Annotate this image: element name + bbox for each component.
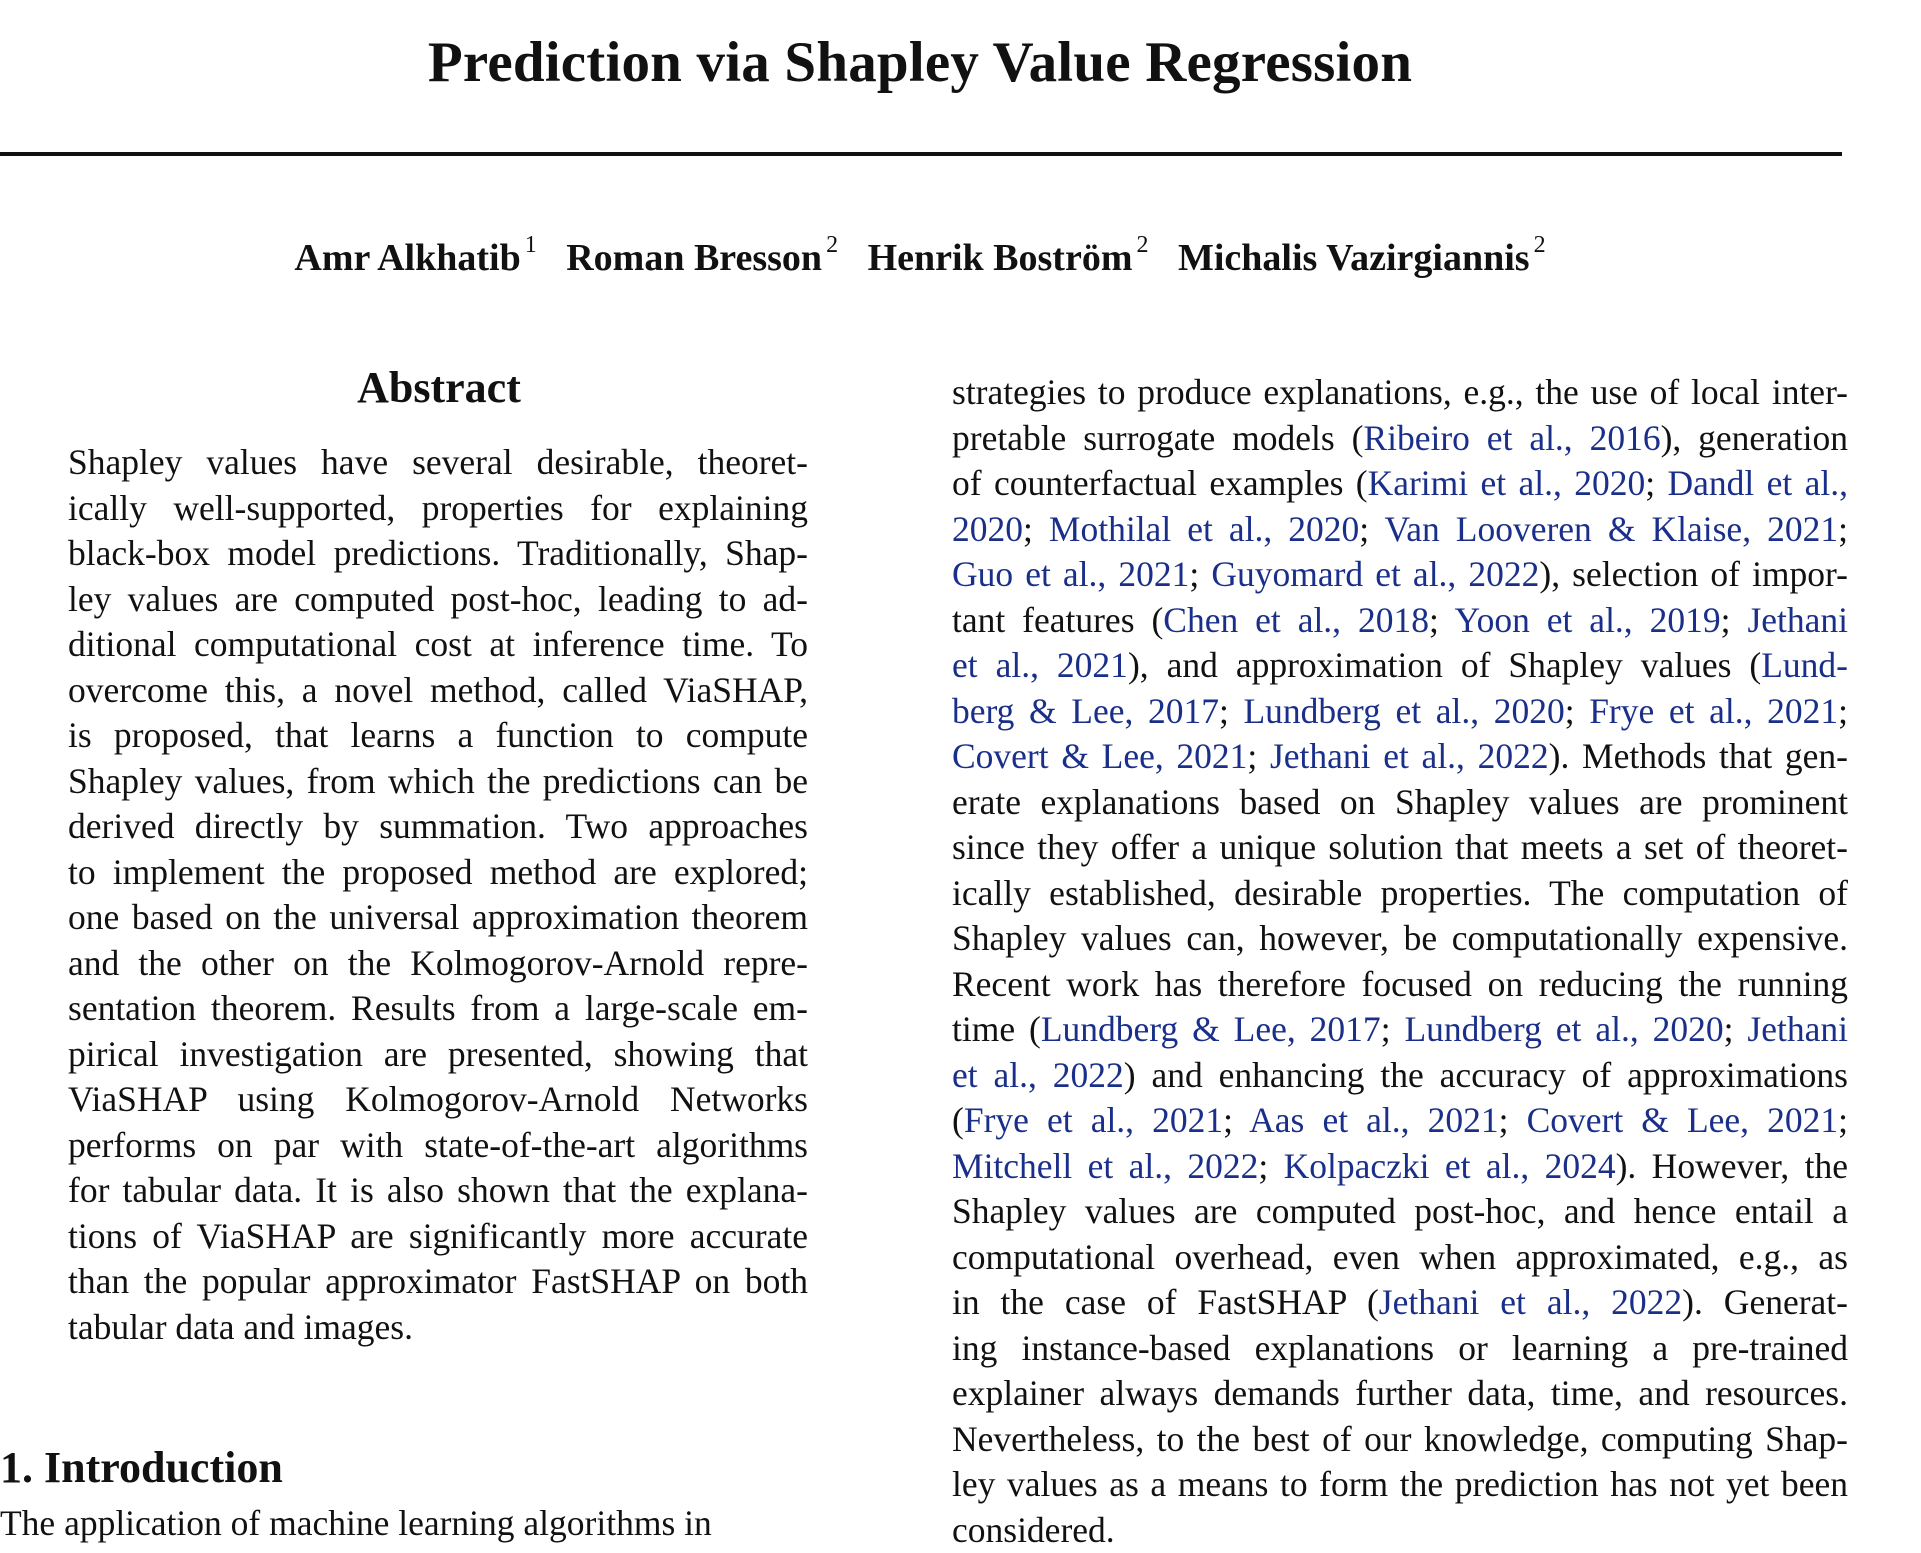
body-line xyxy=(952,1235,1848,1281)
body-text: tant features ( xyxy=(952,600,1163,640)
abstract-line: tabular data and images. xyxy=(68,1305,808,1351)
abstract-line: and the other on the Kolmogorov-Arnold repre- xyxy=(68,941,808,987)
author-affiliation: 2 xyxy=(1137,232,1149,258)
author-name: Michalis Vazirgiannis xyxy=(1178,237,1530,279)
title-rule xyxy=(0,152,1842,156)
body-text: Shapley values can, however, be computationally expensive. xyxy=(952,918,1848,958)
body-text: ; xyxy=(1359,509,1384,549)
citation-link[interactable]: berg & Lee, 2017 xyxy=(952,691,1219,731)
author xyxy=(566,237,838,279)
body-text: pretable surrogate models ( xyxy=(952,418,1363,458)
body-text: ). Methods that gen- xyxy=(1549,736,1848,776)
body-line xyxy=(952,916,1848,962)
body-text: ( xyxy=(952,1100,964,1140)
body-line xyxy=(952,1007,1848,1053)
body-line xyxy=(952,1371,1848,1417)
body-line xyxy=(952,1508,1848,1553)
body-text: Shapley values are computed post-hoc, and hence entail a xyxy=(952,1191,1848,1231)
abstract-line: pirical investigation are presented, showing that xyxy=(68,1032,808,1078)
body-text: strategies to produce explanations, e.g., the use of local inter- xyxy=(952,372,1848,412)
abstract-line: derived directly by summation. Two approaches xyxy=(68,804,808,850)
body-text: Nevertheless, to the best of our knowledge, computing Shap- xyxy=(952,1419,1848,1459)
citation-link[interactable]: Frye et al., 2021 xyxy=(1589,691,1838,731)
body-line xyxy=(952,1053,1848,1099)
body-text: ; xyxy=(1219,691,1243,731)
citation-link[interactable]: Aas et al., 2021 xyxy=(1249,1100,1498,1140)
citation-link[interactable]: et al., 2021 xyxy=(952,645,1128,685)
body-text: of counterfactual examples ( xyxy=(952,463,1368,503)
body-text: explainer always demands further data, time, and resources. xyxy=(952,1373,1848,1413)
citation-link[interactable]: Yoon et al., 2019 xyxy=(1454,600,1720,640)
citation-link[interactable]: Guyomard et al., 2022 xyxy=(1211,554,1539,594)
abstract-line: than the popular approximator FastSHAP on both xyxy=(68,1259,808,1305)
intro-first-line: The application of machine learning algorithms in xyxy=(0,1502,712,1544)
body-line xyxy=(952,871,1848,917)
author-name: Henrik Boström xyxy=(868,237,1133,279)
body-line xyxy=(952,734,1848,780)
body-line xyxy=(952,552,1848,598)
body-text: ; xyxy=(1189,554,1211,594)
citation-link[interactable]: Jethani xyxy=(1747,1009,1848,1049)
paper-title: Prediction via Shapley Value Regression xyxy=(0,30,1840,95)
citation-link[interactable]: Lundberg & Lee, 2017 xyxy=(1041,1009,1381,1049)
body-text: ; xyxy=(1258,1146,1283,1186)
abstract-line: tions of ViaSHAP are significantly more accurate xyxy=(68,1214,808,1260)
body-text: considered. xyxy=(952,1510,1115,1550)
body-text: ). Generat- xyxy=(1682,1282,1848,1322)
abstract-line: is proposed, that learns a function to compute xyxy=(68,713,808,759)
body-text: ). However, the xyxy=(1616,1146,1848,1186)
author xyxy=(1178,237,1546,279)
body-text: ; xyxy=(1381,1009,1405,1049)
citation-link[interactable]: Lundberg et al., 2020 xyxy=(1243,691,1564,731)
abstract-line: sentation theorem. Results from a large-scale em- xyxy=(68,986,808,1032)
body-text: ; xyxy=(1838,691,1848,731)
abstract-line: Shapley values have several desirable, theoret- xyxy=(68,440,808,486)
citation-link[interactable]: Dandl et al., xyxy=(1668,463,1849,503)
body-line xyxy=(952,370,1848,416)
body-line xyxy=(952,1280,1848,1326)
body-line xyxy=(952,962,1848,1008)
body-text: ; xyxy=(1838,1100,1848,1140)
citation-link[interactable]: Kolpaczki et al., 2024 xyxy=(1284,1146,1616,1186)
body-text: ; xyxy=(1721,600,1748,640)
abstract-line: for tabular data. It is also shown that the explana- xyxy=(68,1168,808,1214)
citation-link[interactable]: Karimi et al., 2020 xyxy=(1368,463,1646,503)
author xyxy=(868,237,1149,279)
body-line xyxy=(952,1462,1848,1508)
abstract-line: overcome this, a novel method, called ViaSHAP, xyxy=(68,668,808,714)
author xyxy=(294,237,536,279)
body-text: ), generation xyxy=(1661,418,1848,458)
body-text: ; xyxy=(1023,509,1049,549)
body-text: ; xyxy=(1247,736,1270,776)
abstract-line: black-box model predictions. Traditionally, Shap- xyxy=(68,531,808,577)
abstract-body xyxy=(68,440,808,1350)
body-line xyxy=(952,689,1848,735)
citation-link[interactable]: Chen et al., 2018 xyxy=(1163,600,1429,640)
citation-link[interactable]: Jethani xyxy=(1747,600,1848,640)
citation-link[interactable]: Mitchell et al., 2022 xyxy=(952,1146,1258,1186)
body-text: ; xyxy=(1429,600,1454,640)
abstract-line: performs on par with state-of-the-art algorithms xyxy=(68,1123,808,1169)
citation-link[interactable]: Van Looveren & Klaise, 2021 xyxy=(1385,509,1839,549)
citation-link[interactable]: 2020 xyxy=(952,509,1023,549)
citation-link[interactable]: Covert & Lee, 2021 xyxy=(952,736,1247,776)
body-line xyxy=(952,825,1848,871)
citation-link[interactable]: Guo et al., 2021 xyxy=(952,554,1189,594)
body-text: ), selection of impor- xyxy=(1539,554,1848,594)
body-line xyxy=(952,1417,1848,1463)
abstract-heading: Abstract xyxy=(0,362,878,413)
abstract-line: one based on the universal approximation theorem xyxy=(68,895,808,941)
abstract-line: ically well-supported, properties for explaining xyxy=(68,486,808,532)
body-text: ), and approximation of Shapley values ( xyxy=(1128,645,1761,685)
citation-link[interactable]: Mothilal et al., 2020 xyxy=(1049,509,1359,549)
body-text: ; xyxy=(1838,509,1848,549)
body-text: Recent work has therefore focused on reducing the running xyxy=(952,964,1848,1004)
citation-link[interactable]: Lund- xyxy=(1761,645,1848,685)
abstract-line: Shapley values, from which the predictions can be xyxy=(68,759,808,805)
body-text: erate explanations based on Shapley values are prominent xyxy=(952,782,1848,822)
citation-link[interactable]: et al., 2022 xyxy=(952,1055,1124,1095)
body-line xyxy=(952,1144,1848,1190)
body-text: ; xyxy=(1724,1009,1748,1049)
citation-link[interactable]: Frye et al., 2021 xyxy=(964,1100,1223,1140)
body-line xyxy=(952,780,1848,826)
body-line xyxy=(952,461,1848,507)
body-line xyxy=(952,1098,1848,1144)
author-affiliation: 1 xyxy=(525,232,537,258)
author-name: Roman Bresson xyxy=(566,237,822,279)
right-column-body xyxy=(952,370,1848,1553)
body-text: since they offer a unique solution that meets a set of theoret- xyxy=(952,827,1848,867)
body-text: computational overhead, even when approximated, e.g., as xyxy=(952,1237,1848,1277)
body-text: ; xyxy=(1223,1100,1249,1140)
abstract-line: ditional computational cost at inference time. To xyxy=(68,622,808,668)
body-line xyxy=(952,643,1848,689)
body-line xyxy=(952,598,1848,644)
body-text: ing instance-based explanations or learning a pre-trained xyxy=(952,1328,1848,1368)
citation-link[interactable]: Lundberg et al., 2020 xyxy=(1404,1009,1723,1049)
body-text: ; xyxy=(1499,1100,1527,1140)
body-line xyxy=(952,507,1848,553)
abstract-line: to implement the proposed method are explored; xyxy=(68,850,808,896)
citation-link[interactable]: Ribeiro et al., 2016 xyxy=(1363,418,1660,458)
body-text: ; xyxy=(1565,691,1589,731)
citation-link[interactable]: Covert & Lee, 2021 xyxy=(1527,1100,1839,1140)
body-text: ley values as a means to form the prediction has not yet been xyxy=(952,1464,1848,1504)
body-line xyxy=(952,416,1848,462)
abstract-line: ViaSHAP using Kolmogorov-Arnold Networks xyxy=(68,1077,808,1123)
body-text: ically established, desirable properties. The computation of xyxy=(952,873,1848,913)
author-list xyxy=(0,236,1840,280)
section-heading-introduction: 1. Introduction xyxy=(0,1442,283,1493)
body-text: ) and enhancing the accuracy of approximations xyxy=(1124,1055,1848,1095)
citation-link[interactable]: Jethani et al., 2022 xyxy=(1270,736,1549,776)
body-text: time ( xyxy=(952,1009,1041,1049)
author-affiliation: 2 xyxy=(826,232,838,258)
abstract-line: ley values are computed post-hoc, leading to ad- xyxy=(68,577,808,623)
body-text: in the case of FastSHAP ( xyxy=(952,1282,1379,1322)
author-affiliation: 2 xyxy=(1534,232,1546,258)
author-name: Amr Alkhatib xyxy=(294,237,520,279)
citation-link[interactable]: Jethani et al., 2022 xyxy=(1379,1282,1682,1322)
body-text: ; xyxy=(1645,463,1667,503)
body-line xyxy=(952,1326,1848,1372)
body-line xyxy=(952,1189,1848,1235)
